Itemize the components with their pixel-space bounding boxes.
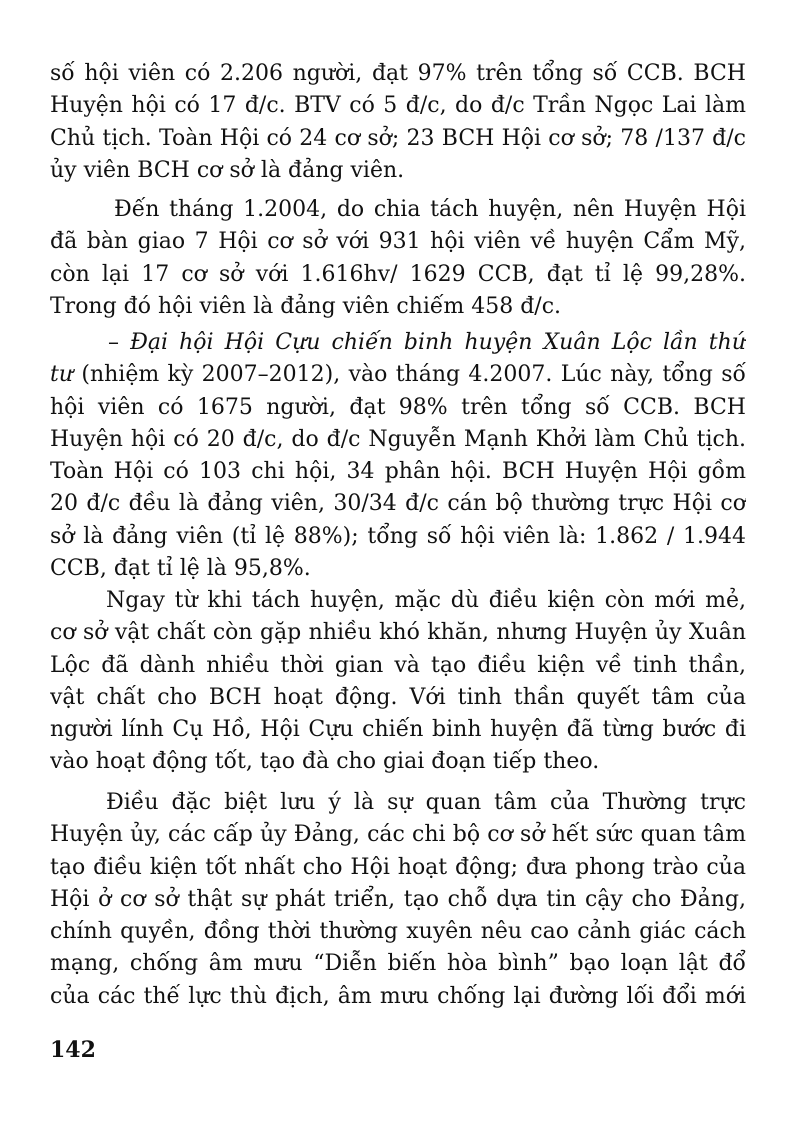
paragraph-3 [50,327,746,585]
text-line: Hội ở cơ sở thật sự phát triển, tạo chỗ dựa tin cậy cho Đảng, [50,886,746,912]
text-line: 20 đ/c đều là đảng viên, 30/34 đ/c cán bộ thường trực Hội cơ [50,491,746,517]
text-line: còn lại 17 cơ sở với 1.616hv/ 1629 CCB, đạt tỉ lệ 99,28%. [50,261,746,287]
paragraph-5 [50,787,746,1013]
text-line: Điều đặc biệt lưu ý là sự quan tâm của Thường trực [106,790,746,815]
text-line: tạo điều kiện tốt nhất cho Hội hoạt động; đưa phong trào của [50,854,746,880]
text-line [50,327,746,359]
text-line: Huyện ủy, các cấp ủy Đảng, các chi bộ cơ sở hết sức quan tâm [50,822,746,848]
text-line: người lính Cụ Hồ, Hội Cựu chiến binh huyện đã từng bước đi [50,717,746,743]
text-line: ủy viên BCH cơ sở là đảng viên. [50,157,405,183]
text-line: số hội viên có 2.206 người, đạt 97% trên tổng số CCB. BCH [50,61,746,86]
text-line: vào hoạt động tốt, tạo đà cho giai đoạn tiếp theo. [50,749,600,775]
text-line: Đến tháng 1.2004, do chia tách huyện, nên Huyện Hội [114,197,746,222]
text-line: Toàn Hội có 103 chi hội, 34 phân hội. BCH Huyện Hội gồm [50,459,746,485]
text-line: cơ sở vật chất còn gặp nhiều khó khăn, nhưng Huyện ủy Xuân [50,620,746,646]
text-line: đã bàn giao 7 Hội cơ sở với 931 hội viên về huyện Cẩm Mỹ, [50,229,746,255]
text-line: mạng, chống âm mưu “Diễn biến hòa bình” bạo loạn lật đổ [50,951,746,977]
paragraph-1 [50,58,746,187]
text-line: Lộc đã dành nhiều thời gian và tạo điều kiện về tinh thần, [50,652,746,678]
text-line: Huyện hội có 17 đ/c. BTV có 5 đ/c, do đ/c Trần Ngọc Lai làm [50,93,746,119]
text-line: Trong đó hội viên là đảng viên chiếm 458 đ/c. [50,293,562,319]
text-line: vật chất cho BCH hoạt động. Với tinh thần quyết tâm của [50,684,746,710]
italic-heading: Đại hội Hội Cựu chiến binh huyện Xuân Lộc lần thứ [130,330,746,355]
text-line: Ngay từ khi tách huyện, mặc dù điều kiện còn mới mẻ, [106,588,746,613]
text-line: sở là đảng viên (tỉ lệ 88%); tổng số hội viên là: 1.862 / 1.944 [50,523,746,549]
text-line: hội viên có 1675 người, đạt 98% trên tổng số CCB. BCH [50,394,746,420]
text-line: Huyện hội có 20 đ/c, do đ/c Nguyễn Mạnh Khởi làm Chủ tịch. [50,426,746,452]
text-line: CCB, đạt tỉ lệ là 95,8%. [50,556,311,582]
text-line: chính quyền, đồng thời thường xuyên nêu cao cảnh giác cách [50,919,746,945]
italic-heading-end: tư [50,362,74,388]
text-line [50,359,746,391]
page-number: 142 [50,1037,96,1063]
text-line: của các thế lực thù địch, âm mưu chống lại đường lối đổi mới [50,983,746,1009]
text-run: (nhiệm kỳ 2007–2012), vào tháng 4.2007. Lúc này, tổng số [73,362,746,388]
paragraph-4 [50,585,746,779]
paragraph-2 [50,194,746,323]
text-line: Chủ tịch. Toàn Hội có 24 cơ sở; 23 BCH Hội cơ sở; 78 /137 đ/c [50,125,746,151]
dash-prefix: – [108,330,131,355]
